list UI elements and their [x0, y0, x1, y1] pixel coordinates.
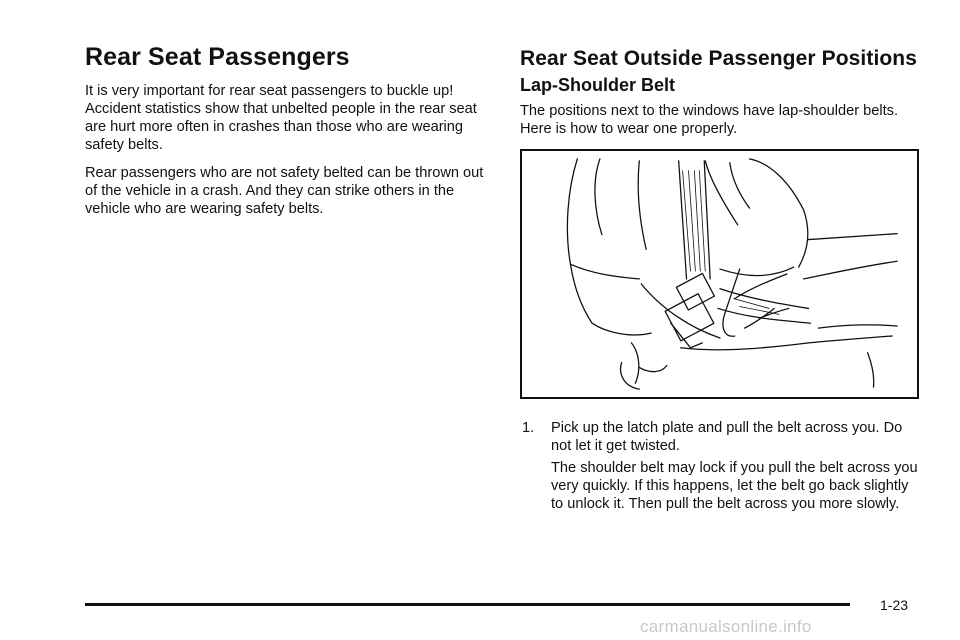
page-heading-rear-seat-passengers: Rear Seat Passengers — [85, 43, 350, 71]
step-1-note: The shoulder belt may lock if you pull the belt across you very quickly. If this happens, let the belt go back slightly to unlock it. Then pull the belt across you more slowly. — [551, 460, 918, 512]
step-1-text: Pick up the latch plate and pull the belt across you. Do not let it get twisted. — [551, 420, 903, 454]
paragraph-intro: The positions next to the windows have lap-shoulder belts. Here is how to wear one properly. — [520, 103, 899, 137]
belt-illustration — [520, 149, 919, 399]
subheading-lap-shoulder-belt: Lap-Shoulder Belt — [520, 75, 676, 95]
section-heading-outside-positions: Rear Seat Outside Passenger Positions — [520, 47, 918, 70]
paragraph-thrown-out: Rear passengers who are not safety belted can be thrown out of the vehicle in a crash. And they can strike others in the vehicle who are wearing safety belts. — [85, 165, 484, 217]
step-1-number: 1. — [522, 420, 535, 436]
watermark-text: carmanualsonline.info — [640, 617, 812, 636]
footer-rule — [85, 603, 850, 606]
paragraph-importance: It is very important for rear seat passengers to buckle up! Accident statistics show that unbelted people in the rear seat are hurt more often in crashes than those who are wearing safety belts. — [85, 83, 477, 153]
page-number: 1-23 — [880, 597, 909, 613]
